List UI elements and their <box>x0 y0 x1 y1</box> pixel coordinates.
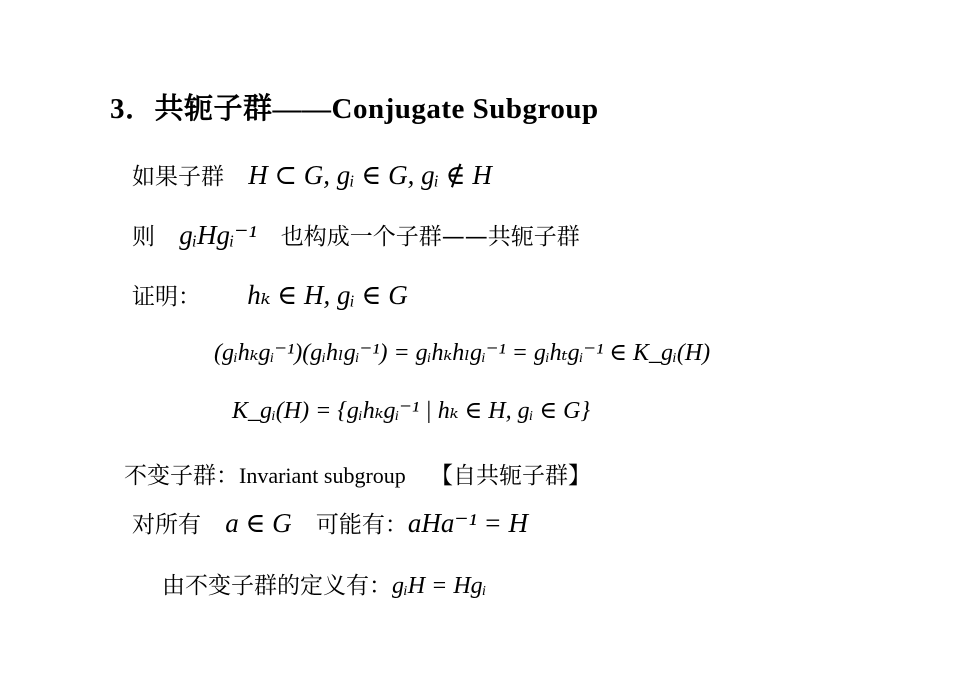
closure-math: (gᵢhₖgᵢ⁻¹)(gᵢhₗgᵢ⁻¹) = gᵢhₖhₗgᵢ⁻¹ = gᵢhₜgᵢ⁻¹ ∈ K_gᵢ(H) <box>214 340 711 366</box>
invariant-definition-line <box>162 567 486 600</box>
conjugate-math: gᵢHgᵢ⁻¹ <box>179 220 257 250</box>
conjugate-statement: 也构成一个子群——共轭子群 <box>280 224 580 250</box>
for-all-line <box>132 506 528 539</box>
proof-math: hₖ ∈ H, gᵢ ∈ G <box>247 280 408 310</box>
invariant-alias: 【自共轭子群】 <box>429 463 591 489</box>
for-all-math: a ∈ G <box>225 508 292 538</box>
invariant-definition-label: 由不变子群的定义有： <box>162 573 392 599</box>
conjugate-set-math: K_gᵢ(H) = {gᵢhₖgᵢ⁻¹ | hₖ ∈ H, gᵢ ∈ G} <box>232 398 591 424</box>
invariant-english: Invariant subgroup <box>239 463 406 488</box>
closure-equation <box>214 338 710 367</box>
invariant-definition-math: gᵢH = Hgᵢ <box>392 573 487 599</box>
definition-math: H ⊂ G, gᵢ ∈ G, gᵢ ∉ H <box>248 160 492 190</box>
for-all-label: 对所有 <box>132 512 201 538</box>
definition-line <box>132 158 492 191</box>
slide-title: 3．共轭子群——Conjugate Subgroup <box>110 93 599 125</box>
conjugate-set-definition <box>232 396 590 425</box>
definition-label: 如果子群 <box>132 164 224 190</box>
conjugate-line <box>132 218 580 251</box>
invariance-math: aHa⁻¹ = H <box>407 508 528 538</box>
invariant-subgroup-line <box>124 457 591 490</box>
possible-label: 可能有： <box>315 512 408 538</box>
proof-line <box>132 278 408 311</box>
proof-label: 证明： <box>132 284 201 310</box>
invariant-label: 不变子群： <box>124 463 239 489</box>
conjugate-prefix: 则 <box>132 224 155 250</box>
